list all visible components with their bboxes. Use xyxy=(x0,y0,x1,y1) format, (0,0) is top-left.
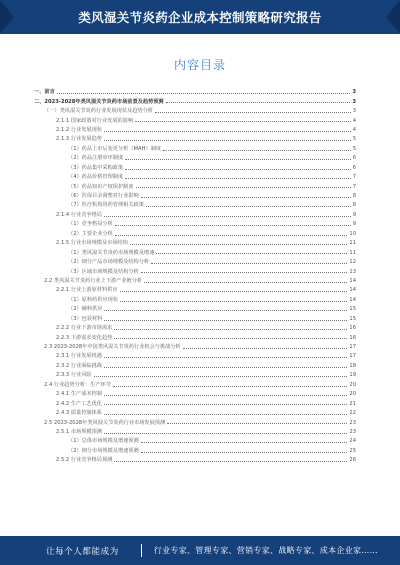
toc-leader-dots xyxy=(114,338,347,339)
toc-page-number: 3 xyxy=(352,89,356,96)
toc-entry[interactable] xyxy=(34,246,356,255)
toc-entry[interactable] xyxy=(34,341,356,350)
toc-leader-dots xyxy=(104,395,347,396)
toc-leader-dots xyxy=(155,112,351,113)
toc-page-number: 9 xyxy=(352,221,356,228)
toc-entry-text: （2）细分市场规模及增速预测 xyxy=(68,447,139,454)
toc-entry[interactable] xyxy=(34,294,356,303)
toc-entry[interactable] xyxy=(34,284,356,293)
toc-entry-text: （1）总体市场规模及增速预测 xyxy=(68,438,139,445)
toc-leader-dots xyxy=(125,159,351,160)
toc-entry-text: 2.3.1 行业发展机遇 xyxy=(56,353,102,360)
toc-entry[interactable] xyxy=(34,426,356,435)
toc-entry-text: （3）药品集中采购政策 xyxy=(68,164,124,171)
toc-leader-dots xyxy=(113,386,347,387)
toc-entry[interactable] xyxy=(34,388,356,397)
toc-entry-text: 2.3 2023-2028年中国类风湿关节炎药行业机会与挑战分析 xyxy=(44,344,181,351)
toc-leader-dots xyxy=(104,357,347,358)
toc-entry[interactable] xyxy=(34,171,356,180)
toc-entry-text: （1）药品上市后变更分析（MAH）制度 xyxy=(68,145,162,152)
toc-leader-dots xyxy=(104,320,347,321)
toc-entry[interactable] xyxy=(34,95,356,104)
toc-entry[interactable] xyxy=(34,454,356,463)
toc-entry-text: （2）主要企业分析 xyxy=(68,230,113,237)
toc-leader-dots xyxy=(125,178,351,179)
toc-page-number: 7 xyxy=(352,183,356,190)
toc-page-number: 18 xyxy=(349,362,356,369)
toc-page-number: 13 xyxy=(349,268,356,275)
toc-page-number: 4 xyxy=(352,126,356,133)
toc-leader-dots xyxy=(114,329,347,330)
toc-leader-dots xyxy=(141,272,348,273)
footer-tagline: 行业专家、管理专家、营销专家、战略专家、成本企业家…… xyxy=(153,546,378,555)
toc-page-number: 4 xyxy=(352,117,356,124)
toc-leader-dots xyxy=(104,367,347,368)
toc-entry-text: （1）类风湿关节炎药市场规模及增速 xyxy=(68,249,155,256)
toc-entry[interactable] xyxy=(34,199,356,208)
toc-page-number: 14 xyxy=(349,277,356,284)
toc-entry-text: （5）药品知识产权保护制度 xyxy=(68,183,134,190)
toc-entry[interactable] xyxy=(34,331,356,340)
toc-entry-text: 2.1.1 国家政策对行业发展的影响 xyxy=(56,117,134,124)
toc-page-number: 26 xyxy=(349,457,356,464)
toc-leader-dots xyxy=(135,121,351,122)
toc-page-number: 15 xyxy=(349,315,356,322)
toc-page-number: 12 xyxy=(349,259,356,266)
toc-page-number: 20 xyxy=(349,381,356,388)
toc-entry-text: （2）辅料供应 xyxy=(68,306,103,313)
toc-entry[interactable] xyxy=(34,209,356,218)
toc-entry-text: 一、前言 xyxy=(34,89,55,96)
toc-page-number: 19 xyxy=(349,372,356,379)
toc-entry[interactable] xyxy=(34,445,356,454)
toc-leader-dots xyxy=(104,140,351,141)
toc-entry-text: 二、2023-2028年类风湿关节炎药市场前景及趋势预测 xyxy=(34,98,164,105)
toc-entry-text: 2.4 行业趋势分析：生产环节 xyxy=(44,381,111,388)
toc-page-number: 24 xyxy=(349,438,356,445)
toc-page-number: 9 xyxy=(352,211,356,218)
toc-entry[interactable] xyxy=(34,256,356,265)
footer-divider xyxy=(141,544,142,557)
toc-page-number: 14 xyxy=(349,296,356,303)
toc-page-number: 25 xyxy=(349,447,356,454)
toc-entry[interactable] xyxy=(34,322,356,331)
toc-entry-text: （3）区域市场规模及结构分析 xyxy=(68,268,139,275)
toc-leader-dots xyxy=(141,197,351,198)
toc-leader-dots xyxy=(141,452,348,453)
toc-entry-text: 2.4.2 生产工艺优化 xyxy=(56,400,102,407)
toc-page-number: 20 xyxy=(349,391,356,398)
toc-entry-text: 2.2 类风湿关节炎药行业上下游产业链分析 xyxy=(44,277,143,284)
toc-heading: 内容目录 xyxy=(173,58,226,72)
toc-entry-text: 2.2.2 行业下游市场需求 xyxy=(56,325,113,332)
toc-entry[interactable] xyxy=(34,350,356,359)
toc-leader-dots xyxy=(120,301,347,302)
toc-entry-text: （2）药品注册审评制度 xyxy=(68,155,124,162)
toc-page-number: 23 xyxy=(349,419,356,426)
header-right-ornament xyxy=(386,0,400,34)
toc-leader-dots xyxy=(141,442,348,443)
toc-page-number: 8 xyxy=(352,193,356,200)
toc-entry[interactable] xyxy=(34,124,356,133)
toc-entry[interactable] xyxy=(34,180,356,189)
toc-leader-dots xyxy=(104,404,347,405)
toc-entry-text: （2）细分产品市场规模及结构分析 xyxy=(68,259,150,266)
toc-entry-text: 2.4.3 质量控制体系 xyxy=(56,410,102,417)
toc-leader-dots xyxy=(115,235,348,236)
toc-entry-text: 2.1.2 行业发展现状 xyxy=(56,126,102,133)
toc-entry-text: 2.2.1 行业上游原材料供应 xyxy=(56,287,118,294)
report-footer xyxy=(0,536,400,565)
toc-entry-text: （一）类风湿关节炎药行业发展现状及趋势分析 xyxy=(44,108,153,115)
toc-entry[interactable] xyxy=(34,143,356,152)
toc-leader-dots xyxy=(125,169,351,170)
toc-entry[interactable] xyxy=(34,416,356,425)
toc-entry[interactable] xyxy=(34,228,356,237)
toc-page-number: 3 xyxy=(352,98,356,105)
toc-page-number: 17 xyxy=(349,353,356,360)
toc-page-number: 7 xyxy=(352,174,356,181)
toc-entry-text: 2.1.5 行业市场规模及市场结构 xyxy=(56,240,128,247)
toc-entry-text: 2.4.1 生产成本控制 xyxy=(56,391,102,398)
toc-entry[interactable] xyxy=(34,407,356,416)
table-of-contents xyxy=(34,86,356,464)
toc-leader-dots xyxy=(166,102,351,103)
toc-entry-text: 2.3.3 行业风险 xyxy=(56,372,92,379)
toc-page-number: 10 xyxy=(349,230,356,237)
toc-entry-text: （3）包装材料 xyxy=(68,315,103,322)
toc-leader-dots xyxy=(57,93,351,94)
toc-entry-text: 2.1.3 行业发展趋势 xyxy=(56,136,102,143)
toc-entry-text: 2.3.2 行业面临挑战 xyxy=(56,362,102,369)
toc-leader-dots xyxy=(115,225,351,226)
toc-entry[interactable] xyxy=(34,435,356,444)
toc-leader-dots xyxy=(183,348,348,349)
toc-entry[interactable] xyxy=(34,313,356,322)
toc-entry[interactable] xyxy=(34,275,356,284)
toc-leader-dots xyxy=(104,131,351,132)
toc-leader-dots xyxy=(104,310,347,311)
toc-leader-dots xyxy=(144,282,347,283)
toc-entry-text: 2.5.2 行业竞争格局预测 xyxy=(56,457,113,464)
toc-entry[interactable] xyxy=(34,265,356,274)
toc-entry[interactable] xyxy=(34,218,356,227)
toc-page-number: 14 xyxy=(349,287,356,294)
toc-entry[interactable] xyxy=(34,369,356,378)
toc-entry[interactable] xyxy=(34,379,356,388)
toc-entry-text: （4）药品价格管理制度 xyxy=(68,174,124,181)
toc-leader-dots xyxy=(104,216,351,217)
toc-entry[interactable] xyxy=(34,162,356,171)
toc-leader-dots xyxy=(167,423,347,424)
toc-page-number: 16 xyxy=(349,334,356,341)
toc-entry-text: 2.5 2023-2028年类风湿关节炎药行业市场发展预测 xyxy=(44,419,166,426)
toc-entry[interactable] xyxy=(34,86,356,95)
toc-page-number: 16 xyxy=(349,325,356,332)
toc-page-number: 8 xyxy=(352,202,356,209)
header-left-ornament xyxy=(0,0,14,34)
toc-entry[interactable] xyxy=(34,190,356,199)
footer-slogan: 让每个人都能成为 xyxy=(46,546,119,557)
toc-entry-text: （7）医疗机构用药管理相关政策 xyxy=(68,202,144,209)
toc-entry[interactable] xyxy=(34,303,356,312)
toc-page-number: 15 xyxy=(349,306,356,313)
toc-leader-dots xyxy=(146,206,351,207)
toc-page-number: 11 xyxy=(349,240,356,247)
toc-page-number: 3 xyxy=(352,108,356,115)
toc-page-number: 23 xyxy=(349,428,356,435)
toc-leader-dots xyxy=(104,414,347,415)
toc-entry[interactable] xyxy=(34,360,356,369)
toc-leader-dots xyxy=(114,461,347,462)
toc-leader-dots xyxy=(94,376,348,377)
toc-entry[interactable] xyxy=(34,237,356,246)
toc-page-number: 6 xyxy=(352,164,356,171)
toc-entry[interactable] xyxy=(34,397,356,406)
toc-page-number: 17 xyxy=(349,344,356,351)
toc-entry[interactable] xyxy=(34,114,356,123)
toc-page-number: 5 xyxy=(352,145,356,152)
toc-entry[interactable] xyxy=(34,152,356,161)
report-title: 类风湿关节炎药企业成本控制策略研究报告 xyxy=(78,10,322,25)
toc-page-number: 6 xyxy=(352,155,356,162)
toc-entry-text: （6）医保目录调整对行业影响 xyxy=(68,193,139,200)
toc-entry-text: （1）竞争格局分析 xyxy=(68,221,113,228)
toc-page-number: 22 xyxy=(349,410,356,417)
toc-leader-dots xyxy=(104,433,347,434)
toc-leader-dots xyxy=(136,187,351,188)
report-header xyxy=(0,0,400,34)
toc-leader-dots xyxy=(163,150,351,151)
toc-leader-dots xyxy=(151,263,347,264)
toc-entry-text: 2.5.1 市场规模预测 xyxy=(56,428,102,435)
toc-entry-text: （1）原料药供应现状 xyxy=(68,296,118,303)
toc-page-number: 21 xyxy=(349,400,356,407)
toc-leader-dots xyxy=(130,244,347,245)
toc-entry-text: 2.2.3 下游需求变化趋势 xyxy=(56,334,113,341)
toc-entry[interactable] xyxy=(34,105,356,114)
toc-entry[interactable] xyxy=(34,133,356,142)
toc-leader-dots xyxy=(120,291,348,292)
toc-entry-text: 2.1.4 行业竞争格局 xyxy=(56,211,102,218)
toc-page-number: 5 xyxy=(352,136,356,143)
toc-page-number: 11 xyxy=(349,249,356,256)
toc-leader-dots xyxy=(156,253,347,254)
